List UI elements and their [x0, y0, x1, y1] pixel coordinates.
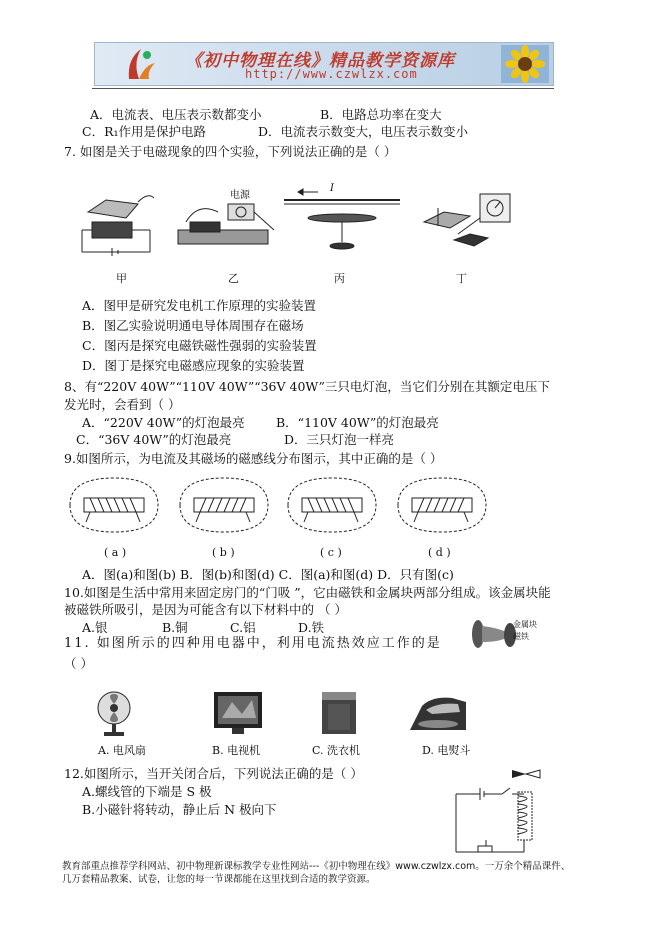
electric-iron-icon: [410, 698, 466, 730]
q7-stem: 7. 如图是关于电磁现象的四个实验，下列说法正确的是（ ）: [64, 144, 397, 159]
q7-option-c: C．图丙是探究电磁铁磁性强弱的实验装置: [82, 338, 317, 353]
q9-fig-c: [288, 478, 376, 532]
washing-machine-icon: [322, 692, 356, 734]
q9-label-c: ( c ): [320, 546, 342, 559]
q7-label-yi: 乙: [228, 272, 239, 285]
q12-circuit-figure: [450, 766, 560, 858]
page-footer: [62, 860, 622, 886]
q7-fig-ding: [424, 194, 510, 246]
q8-stem-line2: 发光时，会看到（ ）: [64, 397, 181, 412]
q10-option-c: C.铝: [230, 620, 256, 635]
q6-option-b: B．电路总功率在变大: [320, 107, 442, 122]
q7-label-jia: 甲: [116, 272, 127, 285]
electric-fan-icon: [98, 692, 130, 736]
compass-needle-icon: [512, 770, 540, 778]
television-icon: [214, 692, 262, 734]
header-banner: [94, 42, 554, 86]
sunflower-icon: [501, 45, 549, 83]
q11-stem-line2: （ ）: [64, 656, 93, 671]
q9-fig-b: [180, 478, 268, 532]
q8-option-b: B．“110V 40W”的灯泡最亮: [276, 415, 439, 430]
banner-title: 《初中物理在线》精品教学资源库: [185, 51, 455, 71]
q9-stem: 9.如图所示，为电流及其磁场的磁感线分布图示，其中正确的是（ ）: [64, 451, 443, 466]
q8-stem-line1: 8、有“220V 40W”“110V 40W”“36V 40W”三只电灯泡，当它们分别在其额定电压下: [64, 379, 550, 394]
q6-option-c: C．R₁作用是保护电路: [82, 124, 206, 139]
q10-fig-label-metal: 金属块: [513, 620, 537, 629]
q11-stem-line1: 11. 如图所示的四种用电器中，利用电流热效应工作的是: [64, 636, 442, 651]
q10-stem-line2: 被磁铁所吸引，是因为可能含有以下材料中的 （ ）: [64, 602, 347, 617]
q9-label-d: ( d ): [428, 546, 451, 559]
q7-fig-bing: [284, 189, 400, 249]
q7-label-ding: 丁: [456, 272, 467, 285]
q9-fig-a: [70, 478, 158, 532]
q10-stem-line1: 10.如图是生活中常用来固定房门的“门吸 ”，它由磁铁和金属块两部分组成。该金属块能: [64, 585, 551, 600]
q8-option-d: D．三只灯泡一样亮: [284, 432, 395, 447]
q7-option-b: B．图乙实验说明通电导体周围存在磁场: [82, 318, 304, 333]
q6-option-a: A．电流表、电压表示数都变小: [90, 107, 262, 122]
q8-option-a: A．“220V 40W”的灯泡最亮: [82, 415, 245, 430]
header-divider: [92, 88, 554, 89]
q7-option-d: D．图丁是探究电磁感应现象的实验装置: [82, 358, 305, 373]
q9-label-b: ( b ): [212, 546, 235, 559]
q12-stem: 12.如图所示，当开关闭合后，下列说法正确的是（ ）: [64, 766, 363, 781]
q7-fig-yi: [178, 204, 274, 244]
q11-option-d: D. 电熨斗: [422, 744, 471, 757]
q11-option-c: C. 洗衣机: [312, 744, 361, 757]
q7-fig-jia: [82, 196, 154, 256]
banner-url[interactable]: http://www.czwlzx.com: [245, 67, 418, 81]
q12-option-b: B.小磁针将转动，静止后 N 极向下: [82, 802, 277, 817]
site-logo-icon: [123, 45, 159, 83]
q11-option-b: B. 电视机: [212, 744, 261, 757]
footer-line1: 教育部重点推荐学科网站、初中物理新课标教学专业性网站---《初中物理在线》www.czwlzx.com。一万余个精品课件、: [62, 861, 571, 872]
q12-option-a: A.螺线管的下端是 S 极: [82, 784, 212, 799]
q6-option-d: D．电流表示数变大，电压表示数变小: [258, 124, 469, 139]
q11-option-a: A. 电风扇: [98, 744, 146, 757]
q9-figure: [64, 472, 504, 538]
q9-options: A．图(a)和图(b) B．图(b)和图(d) C．图(a)和图(d) D．只有图(c): [82, 567, 454, 582]
q9-label-a: ( a ): [104, 546, 127, 559]
q8-option-c: C．“36V 40W”的灯泡最亮: [76, 432, 232, 447]
footer-line2: 几万套精品教案、试卷，让您的每一节课都能在这里找到合适的教学资源。: [62, 874, 376, 885]
q10-option-a: A.银: [82, 620, 108, 635]
q7-figure: [78, 182, 538, 264]
q9-fig-d: [398, 478, 486, 532]
q7-fig-current-label: I: [330, 183, 334, 194]
q7-label-bing: 丙: [334, 272, 345, 285]
q7-fig-power-label: 电源: [230, 190, 250, 201]
q10-option-b: B.铜: [162, 620, 188, 635]
q11-figure: [92, 688, 472, 738]
q10-fig-label-magnet: 磁铁: [513, 632, 529, 641]
q10-option-d: D.铁: [298, 620, 325, 635]
q7-option-a: A．图甲是研究发电机工作原理的实验装置: [82, 298, 317, 313]
